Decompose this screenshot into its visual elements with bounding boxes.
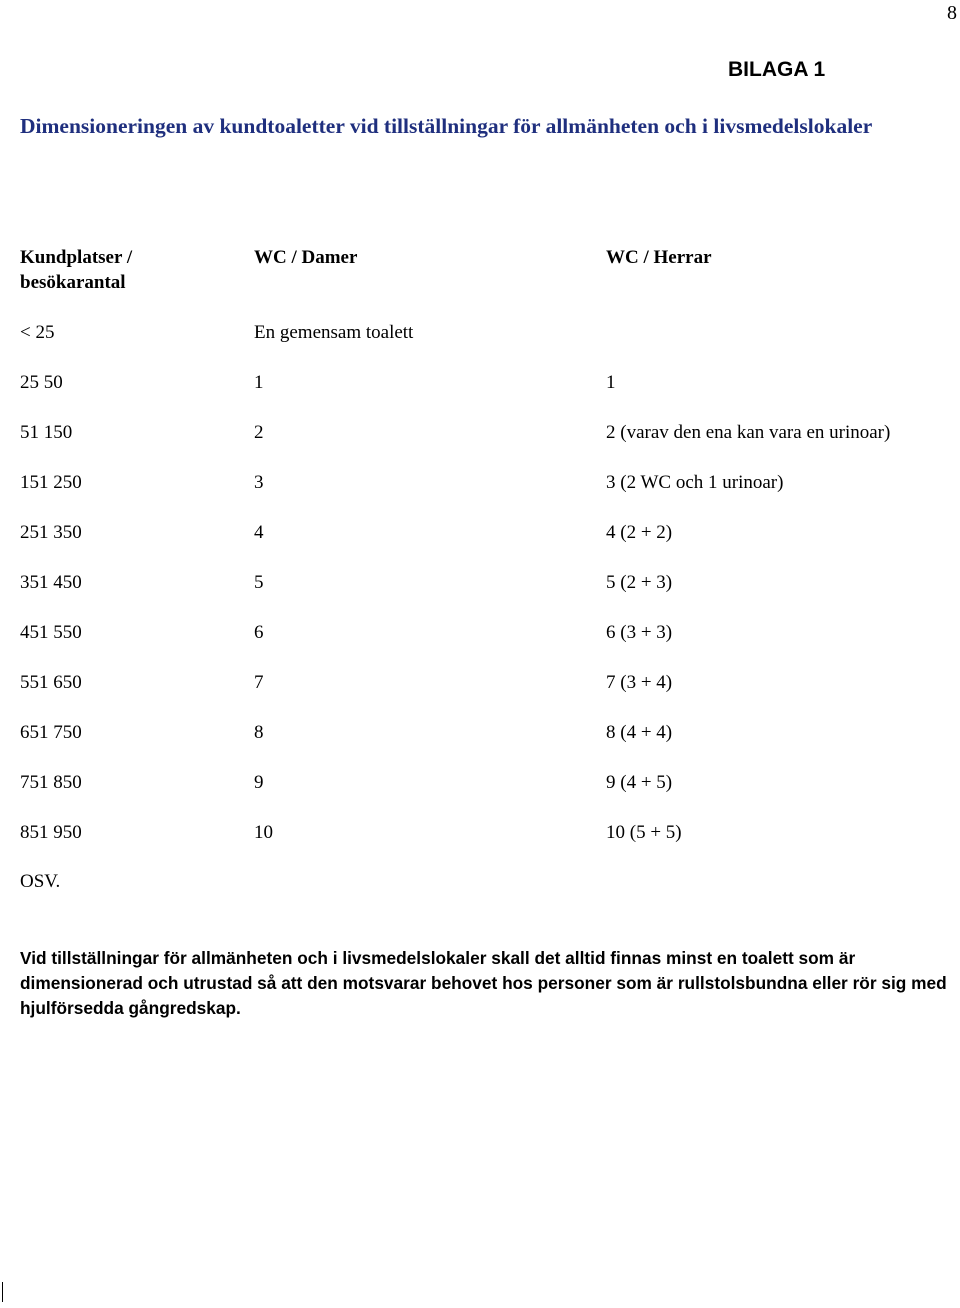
table-row: [20, 420, 940, 445]
margin-change-bar: [2, 1282, 3, 1302]
table-header-row: [20, 245, 940, 295]
cell-wc-women: 1: [254, 372, 264, 393]
table-row: [20, 670, 940, 695]
cell-wc-women: 2: [254, 422, 264, 443]
table-body: [20, 320, 940, 845]
cell-customer-places: 451 550: [20, 622, 82, 643]
table-row: [20, 620, 940, 645]
cell-customer-places: 25 50: [20, 372, 63, 393]
cell-customer-places: 551 650: [20, 672, 82, 693]
table-row: [20, 520, 940, 545]
cell-wc-men: 10 (5 + 5): [606, 822, 682, 843]
cell-customer-places: 651 750: [20, 722, 82, 743]
cell-customer-places: 851 950: [20, 822, 82, 843]
appendix-label: BILAGA 1: [728, 58, 826, 81]
document-title: Dimensioneringen av kundtoaletter vid tillställningar för allmänheten och i livsmedelslokaler: [20, 114, 873, 138]
cell-wc-women: 5: [254, 572, 264, 593]
cell-wc-men: 5 (2 + 3): [606, 572, 673, 593]
table-row: [20, 720, 940, 745]
table-row: [20, 320, 940, 345]
cell-customer-places: 751 850: [20, 772, 82, 793]
cell-wc-women: En gemensam toalett: [254, 322, 414, 343]
cell-customer-places: 51 150: [20, 422, 73, 443]
cell-wc-men: 3 (2 WC och 1 urinoar): [606, 472, 784, 493]
cell-wc-women: 3: [254, 472, 264, 493]
accessibility-note: Vid tillställningar för allmänheten och i livsmedelslokaler skall det alltid finnas minst en toalett som är dimensionerad och utrustad så att den motsvarar behovet hos personer som är rullstolsbundna eller rör sig med hjulförsedda gångredskap.: [20, 948, 947, 1018]
table-row: [20, 770, 940, 795]
cell-wc-men: 7 (3 + 4): [606, 672, 673, 693]
table-row: [20, 820, 940, 845]
header-wc-men: WC / Herrar: [606, 247, 712, 268]
cell-wc-men: 9 (4 + 5): [606, 772, 673, 793]
cell-customer-places: 251 350: [20, 522, 82, 543]
dimensioning-table: [20, 245, 940, 845]
header-customer-places: Kundplatser / besökarantal: [20, 247, 133, 293]
cell-wc-men: 4 (2 + 2): [606, 522, 673, 543]
page-number: 8: [947, 2, 957, 24]
header-wc-women: WC / Damer: [254, 247, 358, 268]
cell-customer-places: < 25: [20, 322, 55, 343]
table-row: [20, 570, 940, 595]
cell-wc-women: 6: [254, 622, 264, 643]
cell-wc-men: 1: [606, 372, 616, 393]
cell-wc-women: 7: [254, 672, 264, 693]
table-row: [20, 470, 940, 495]
cell-wc-women: 9: [254, 772, 264, 793]
cell-wc-women: 10: [254, 822, 273, 843]
cell-wc-women: 4: [254, 522, 264, 543]
cell-wc-men: 2 (varav den ena kan vara en urinoar): [606, 422, 891, 443]
cell-wc-women: 8: [254, 722, 264, 743]
table-row: [20, 370, 940, 395]
cell-customer-places: 151 250: [20, 472, 82, 493]
cell-customer-places: 351 450: [20, 572, 82, 593]
cell-wc-men: 6 (3 + 3): [606, 622, 673, 643]
osv-text: OSV.: [20, 871, 61, 892]
cell-wc-men: 8 (4 + 4): [606, 722, 673, 743]
